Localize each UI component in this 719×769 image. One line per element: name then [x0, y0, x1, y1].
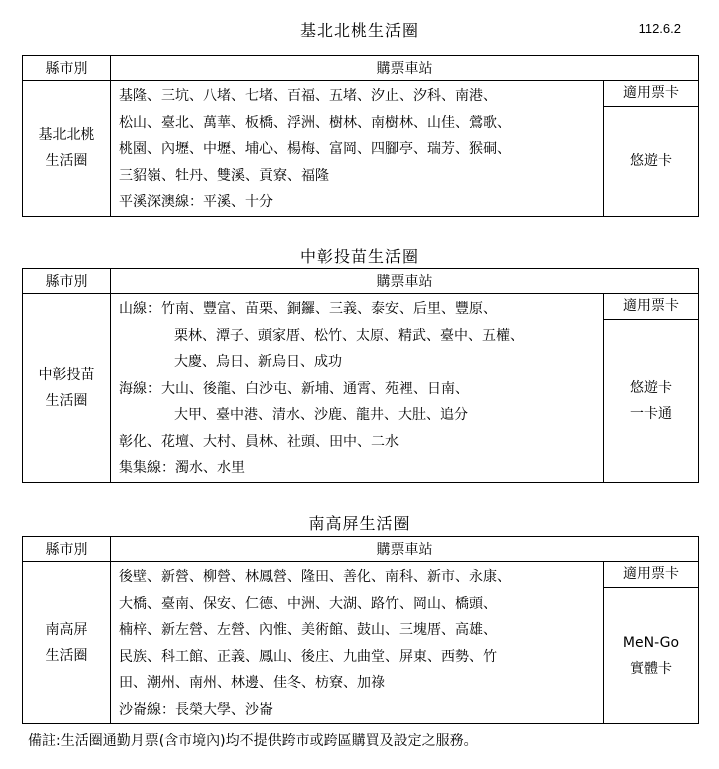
station-line: 平溪深澳線：平溪、十分 — [119, 194, 273, 210]
station-line: 彰化、花壇、大村、員林、社頭、田中、二水 — [119, 433, 399, 450]
station-line: 後壁、新營、柳營、林鳳營、隆田、善化、南科、新市、永康、 — [119, 569, 511, 585]
station-line: 田、潮州、南州、林邊、佳冬、枋寮、加祿 — [119, 675, 385, 691]
station-line: 楠梓、新左營、左營、內惟、美術館、鼓山、三塊厝、高雄、 — [119, 622, 497, 638]
station-line: 三貂嶺、牡丹、雙溪、貢寮、福隆 — [119, 167, 329, 184]
ticket-header: 適用票卡 — [604, 81, 698, 107]
ticket-name: 悠遊卡 — [630, 379, 672, 396]
header-stations: 購票車站 — [111, 537, 699, 562]
station-line: 集集線：濁水、水里 — [119, 460, 245, 476]
ticket-header: 適用票卡 — [604, 294, 698, 320]
station-line: 大甲、臺中港、清水、沙鹿、龍井、大肚、追分 — [174, 407, 468, 423]
station-line: 山線：竹南、豐富、苗栗、銅鑼、三義、泰安、后里、豐原、 — [119, 301, 497, 317]
ticket-name: 實體卡 — [630, 660, 672, 677]
station-line: 桃園、內壢、中壢、埔心、楊梅、富岡、四腳亭、瑞芳、猴硐、 — [119, 141, 511, 157]
ticket-name: 悠遊卡 — [630, 153, 672, 170]
station-line: 民族、科工館、正義、鳳山、後庄、九曲堂、屏東、西勢、竹 — [119, 648, 497, 665]
station-line: 沙崙線：長榮大學、沙崙 — [119, 701, 273, 718]
city-cell: 南高屏 生活圈 — [23, 562, 111, 724]
zone-title-keelung-taipei: 基北北桃生活圈 — [299, 21, 419, 40]
footnote: 備註:生活圈通勤月票(含市境內)均不提供跨市或跨區購買及設定之服務。 — [28, 733, 478, 749]
zone-title-taichung: 中彰投苗生活圈 — [299, 247, 419, 266]
ticket-header: 適用票卡 — [604, 562, 698, 588]
zone-table-keelung-taipei — [22, 55, 699, 217]
zone-title-tainan-kaohsiung: 南高屏生活圈 — [308, 514, 411, 533]
city-cell: 中彰投苗 生活圈 — [23, 294, 111, 483]
ticket-cell — [604, 562, 699, 724]
station-line: 大慶、烏日、新烏日、成功 — [174, 354, 342, 370]
header-city: 縣市別 — [23, 537, 111, 562]
ticket-cell — [604, 81, 699, 217]
ticket-list — [604, 107, 698, 216]
stations-cell — [111, 562, 604, 724]
header-city: 縣市別 — [23, 269, 111, 294]
header-stations: 購票車站 — [111, 56, 699, 81]
ticket-list — [604, 588, 698, 723]
stations-cell — [111, 294, 604, 483]
station-line: 大橋、臺南、保安、仁德、中洲、大湖、路竹、岡山、橋頭、 — [119, 595, 497, 612]
zone-table-tainan-kaohsiung — [22, 536, 699, 724]
header-city: 縣市別 — [23, 56, 111, 81]
ticket-list — [604, 320, 698, 482]
ticket-name: 一卡通 — [630, 405, 672, 422]
station-line: 松山、臺北、萬華、板橋、浮洲、樹林、南樹林、山佳、鶯歌、 — [119, 114, 511, 131]
station-line: 基隆、三坑、八堵、七堵、百福、五堵、汐止、汐科、南港、 — [119, 88, 497, 104]
ticket-cell — [604, 294, 699, 483]
station-line: 栗林、潭子、頭家厝、松竹、太原、精武、臺中、五權、 — [174, 327, 524, 344]
stations-cell — [111, 81, 604, 217]
city-cell: 基北北桃 生活圈 — [23, 81, 111, 217]
header-stations: 購票車站 — [111, 269, 699, 294]
station-line: 海線：大山、後龍、白沙屯、新埔、通霄、苑裡、日南、 — [119, 380, 469, 397]
zone-table-taichung — [22, 268, 699, 483]
ticket-name: MeN-Go — [622, 634, 680, 651]
document-date: 112.6.2 — [638, 21, 681, 36]
